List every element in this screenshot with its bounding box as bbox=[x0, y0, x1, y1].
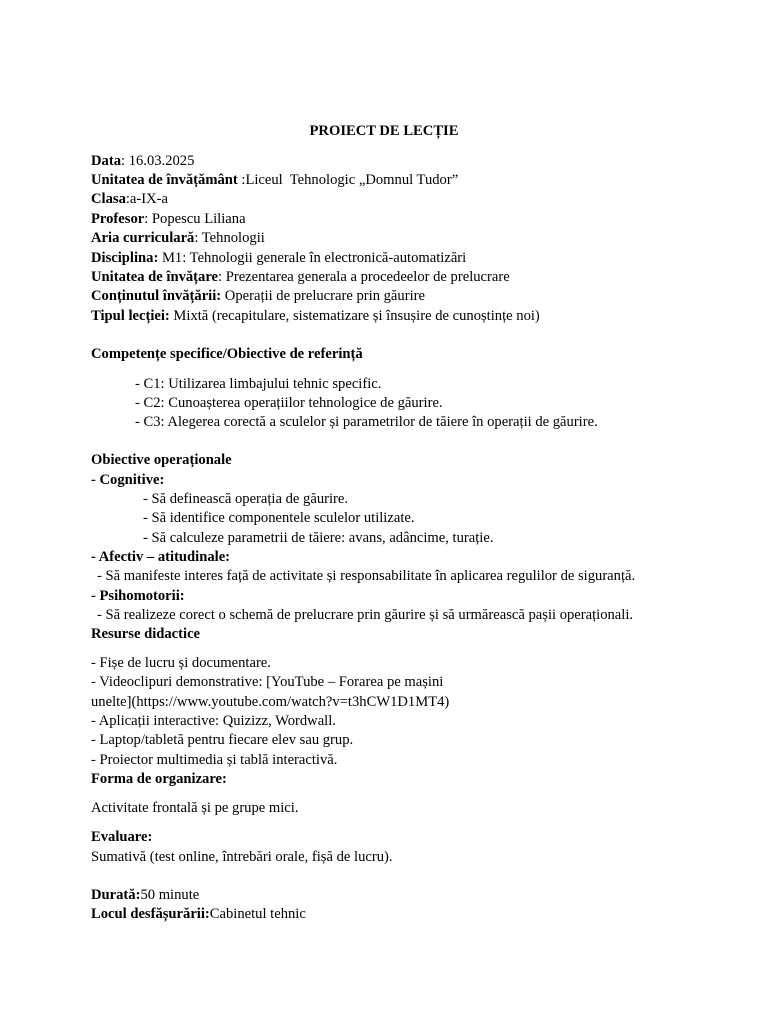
resurse-line: - Videoclipuri demonstrative: [YouTube – Forarea pe mașini bbox=[91, 674, 444, 690]
cognitive-item: - Să identifice componentele sculelor utilizate. bbox=[143, 510, 415, 526]
resurse-link: unelte](https://www.youtube.com/watch?v=t3hCW1D1MT4) bbox=[91, 694, 450, 710]
competenta-item: - C2: Cunoașterea operațiilor tehnologice de găurire. bbox=[135, 395, 443, 411]
resurse-line: - Fișe de lucru și documentare. bbox=[91, 655, 271, 671]
resurse-line: - Aplicații interactive: Quizizz, Wordwall. bbox=[91, 713, 336, 729]
psihomotorii-heading: - Psihomotorii: bbox=[91, 588, 185, 604]
afectiv-item: - Să manifeste interes față de activitate și responsabilitate în aplicarea regulilor de siguranță. bbox=[97, 568, 636, 584]
resurse-heading: Resurse didactice bbox=[91, 626, 201, 642]
field-tipul-lectiei bbox=[91, 307, 540, 326]
field-label: Conținutul învățării: bbox=[91, 288, 222, 304]
field-value: : Prezentarea generala a procedeelor de prelucrare bbox=[218, 269, 510, 285]
cognitive-item: - Să definească operația de găurire. bbox=[143, 491, 349, 507]
field-profesor bbox=[91, 210, 246, 229]
field-value: M1: Tehnologii generale în electronică-automatizări bbox=[158, 250, 467, 266]
field-data bbox=[91, 152, 194, 171]
field-label: Unitatea de învățare bbox=[91, 269, 219, 285]
evaluare-text: Sumativă (test online, întrebări orale, fișă de lucru). bbox=[91, 849, 393, 865]
field-value: : Popescu Liliana bbox=[144, 211, 246, 227]
competenta-item: - C3: Alegerea corectă a sculelor și parametrilor de tăiere în operații de găurire. bbox=[135, 414, 598, 430]
field-unitatea-invatare bbox=[91, 268, 510, 287]
field-locul bbox=[91, 905, 306, 924]
field-label: Disciplina: bbox=[91, 250, 159, 266]
field-value: Mixtă (recapitulare, sistematizare și însușire de cunoștințe noi) bbox=[169, 308, 540, 324]
resurse-line: - Laptop/tabletă pentru fiecare elev sau grup. bbox=[91, 732, 354, 748]
afectiv-heading: - Afectiv – atitudinale: bbox=[91, 549, 231, 565]
field-label: Data bbox=[91, 153, 121, 169]
field-continutul bbox=[91, 287, 425, 306]
psihomotorii-item: - Să realizeze corect o schemă de prelucrare prin găurire și să urmărească pașii operaționali. bbox=[97, 607, 634, 623]
field-label: Locul desfășurării: bbox=[91, 906, 210, 922]
field-label: Durată: bbox=[91, 887, 141, 903]
organizare-heading: Forma de organizare: bbox=[91, 771, 227, 787]
cognitive-heading: - Cognitive: bbox=[91, 472, 165, 488]
field-clasa bbox=[91, 190, 168, 209]
field-label: Unitatea de învățământ bbox=[91, 172, 238, 188]
field-unitatea-invatamant bbox=[91, 171, 458, 190]
field-label: Profesor bbox=[91, 211, 145, 227]
field-disciplina bbox=[91, 249, 466, 268]
evaluare-heading: Evaluare: bbox=[91, 829, 153, 845]
field-durata bbox=[91, 886, 199, 905]
field-label: Aria curriculară bbox=[91, 230, 195, 246]
organizare-text: Activitate frontală și pe grupe mici. bbox=[91, 800, 299, 816]
competente-heading: Competențe specifice/Obiective de referință bbox=[91, 346, 363, 362]
field-label: Tipul lecției: bbox=[91, 308, 170, 324]
field-value: :a-IX-a bbox=[125, 191, 169, 207]
field-label: Clasa bbox=[91, 191, 126, 207]
field-value: Operații de prelucrare prin găurire bbox=[221, 288, 425, 304]
competenta-item: - C1: Utilizarea limbajului tehnic specific. bbox=[135, 376, 382, 392]
field-value: Cabinetul tehnic bbox=[209, 906, 306, 922]
cognitive-item: - Să calculeze parametrii de tăiere: avans, adâncime, turație. bbox=[143, 530, 494, 546]
field-value: : 16.03.2025 bbox=[121, 153, 195, 169]
resurse-line: - Proiector multimedia și tablă interactivă. bbox=[91, 752, 338, 768]
obiective-heading: Obiective operaționale bbox=[91, 452, 232, 468]
field-aria-curriculara bbox=[91, 229, 265, 248]
field-value: :Liceul Tehnologic „Domnul Tudor” bbox=[237, 172, 459, 188]
document-title: PROIECT DE LECȚIE bbox=[309, 123, 459, 139]
field-value: 50 minute bbox=[140, 887, 200, 903]
field-value: : Tehnologii bbox=[194, 230, 265, 246]
